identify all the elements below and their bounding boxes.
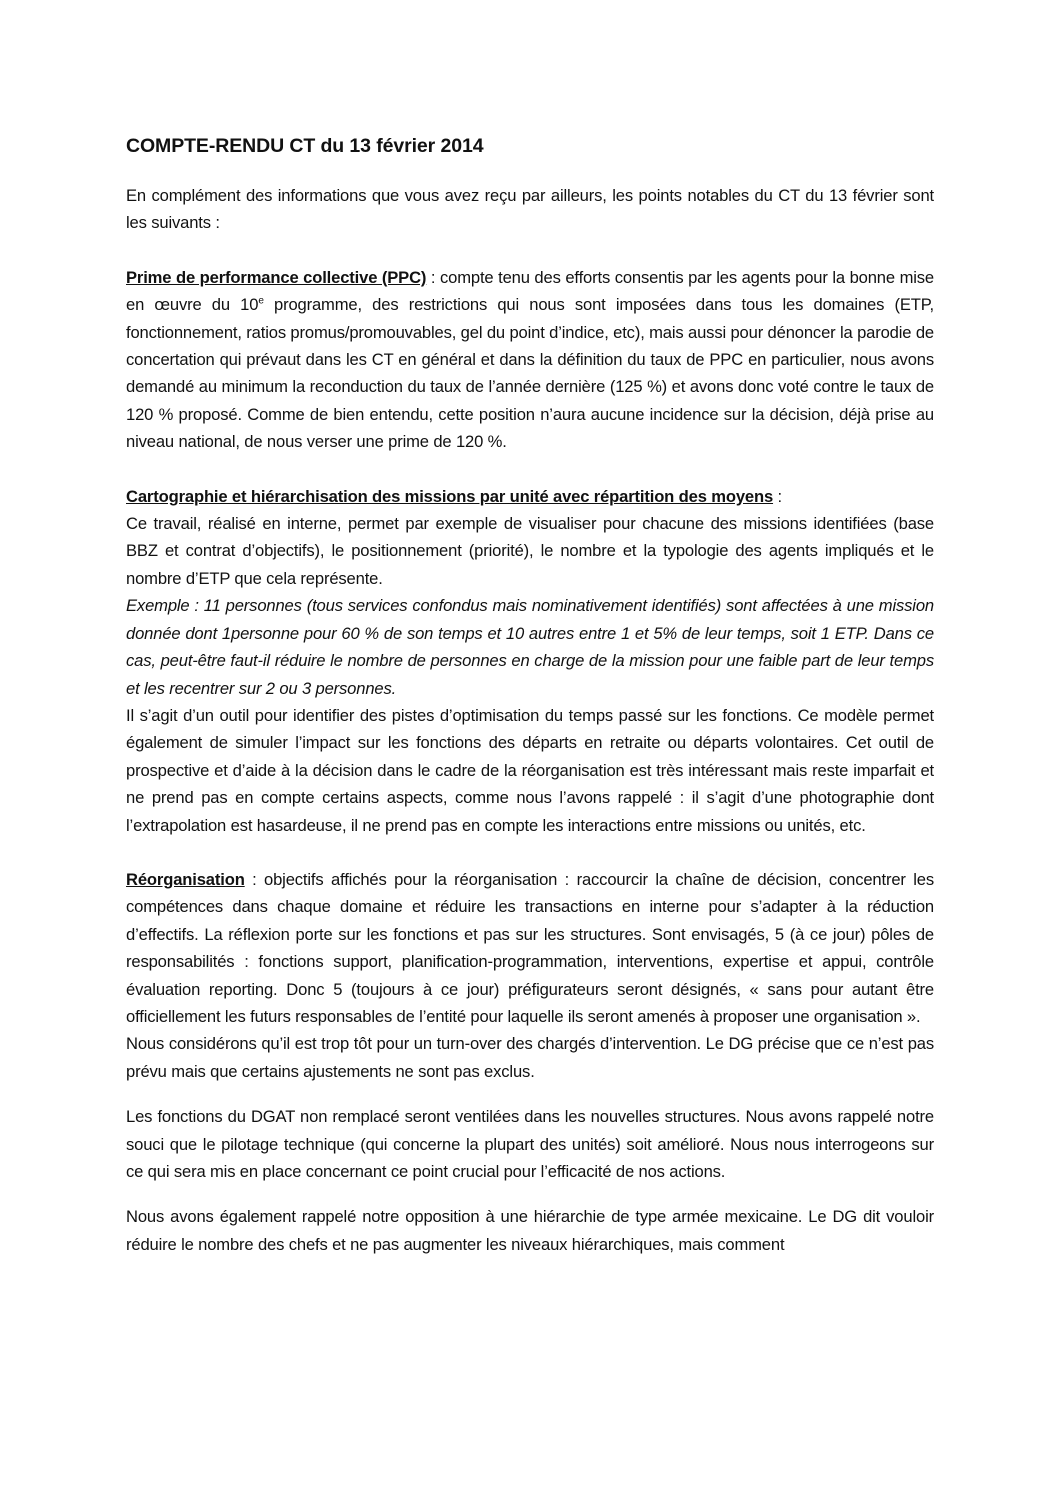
cartographie-paragraph: Ce travail, réalisé en interne, permet par exemple de visualiser pour chacune des missions identifiées (base BBZ et contrat d’objectifs), le positionnement (priorité), le nombre et la typologie des agents impliqués et le nombre d’ETP que cela représente. [126, 514, 934, 588]
cartographie-paragraph-2: Il s’agit d’un outil pour identifier des pistes d’optimisation du temps passé sur les fonctions. Ce modèle permet également de simuler l’impact sur les fonctions des départs en retraite ou départs volontaires. Cet outil de prospective et d’aide à la décision dans le cadre de la réorganisation est très intéressant mais reste imparfait et ne prend pas en compte certains aspects, comme nous l’avons rappelé : il s’agit d’une photographie dont l’extrapolation est hasardeuse, il ne prend pas en compte les interactions entre missions ou unités, etc. [126, 705, 934, 835]
cartographie-heading: Cartographie et hiérarchisation des missions par unité avec répartition des moyens [126, 486, 774, 506]
reorganisation-paragraph-2: Nous considérons qu’il est trop tôt pour un turn-over des chargés d’intervention. Le DG précise que ce n’est pas prévu mais que certains ajustements ne sont pas exclus. [126, 1034, 934, 1081]
cartographie-heading-line [126, 483, 934, 510]
intro-paragraph: En complément des informations que vous avez reçu par ailleurs, les points notables du CT du 13 février sont les suivants : [126, 186, 934, 233]
document-body [126, 132, 934, 1258]
reorganisation-paragraph [126, 866, 934, 1030]
reorganisation-paragraph-3: Les fonctions du DGAT non remplacé seront ventilées dans les nouvelles structures. Nous avons rappelé notre souci que le pilotage technique (qui concerne la plupart des unités) soit amélioré. Nous nous interrogeons sur ce qui sera mis en place concernant ce point crucial pour l’efficacité de nos actions. [126, 1107, 934, 1181]
ppc-heading: Prime de performance collective (PPC) [126, 267, 427, 287]
page-title: COMPTE-RENDU CT du 13 février 2014 [126, 135, 484, 157]
ppc-paragraph [126, 264, 934, 456]
ppc-superscript: e [258, 295, 264, 307]
reorganisation-paragraph-4: Nous avons également rappelé notre opposition à une hiérarchie de type armée mexicaine. Le DG dit vouloir réduire le nombre des chefs et ne pas augmenter les niveaux hiérarchiques, mais comment [126, 1207, 934, 1254]
ppc-text-end: programme, des restrictions qui nous sont imposées dans tous les domaines (ETP, fonctionnement, ratios promus/promouvables, gel du point d’indice, etc), mais aussi pour dénoncer la parodie de concertation qui prévaut dans les CT en général et dans la définition du taux de PPC en particulier, nous avons demandé au minimum la reconduction du taux de l’année dernière (125 %) et avons donc voté contre le taux de 120 % proposé. Comme de bien entendu, cette position n’aura aucune incidence sur la décision, déjà prise au niveau national, de nous verser une prime de 120 %. [126, 295, 934, 452]
cartographie-heading-suffix: : [773, 486, 782, 506]
ppc-text-start: : compte tenu des efforts consentis par les agents pour la bonne mise en œuvre du 10 [126, 267, 935, 315]
cartographie-example: Exemple : 11 personnes (tous services confondus mais nominativement identifiés) sont affectées à une mission donnée dont 1personne pour 60 % de son temps et 10 autres entre 1 et 5% de leur temps, soit 1 ETP. Dans ce cas, peut-être faut-il réduire le nombre de personnes en charge de la mission pour une faible part de leur temps et les recentrer sur 2 ou 3 personnes. [126, 596, 934, 698]
reorganisation-text: : objectifs affichés pour la réorganisation : raccourcir la chaîne de décision, concentrer les compétences dans chaque domaine et réduire les transactions en interne pour s’adapter à la réduction d’effectifs. La réflexion porte sur les fonctions et pas sur les structures. Sont envisagés, 5 (à ce jour) pôles de responsabilités : fonctions support, planification-programmation, interventions, expertise et appui, contrôle évaluation reporting. Donc 5 (toujours à ce jour) préfigurateurs seront désignés, « sans pour autant être officiellement les futurs responsables de l’entité pour laquelle ils seront amenés à proposer une organisation ». [126, 869, 934, 1026]
reorganisation-heading: Réorganisation [126, 869, 245, 889]
